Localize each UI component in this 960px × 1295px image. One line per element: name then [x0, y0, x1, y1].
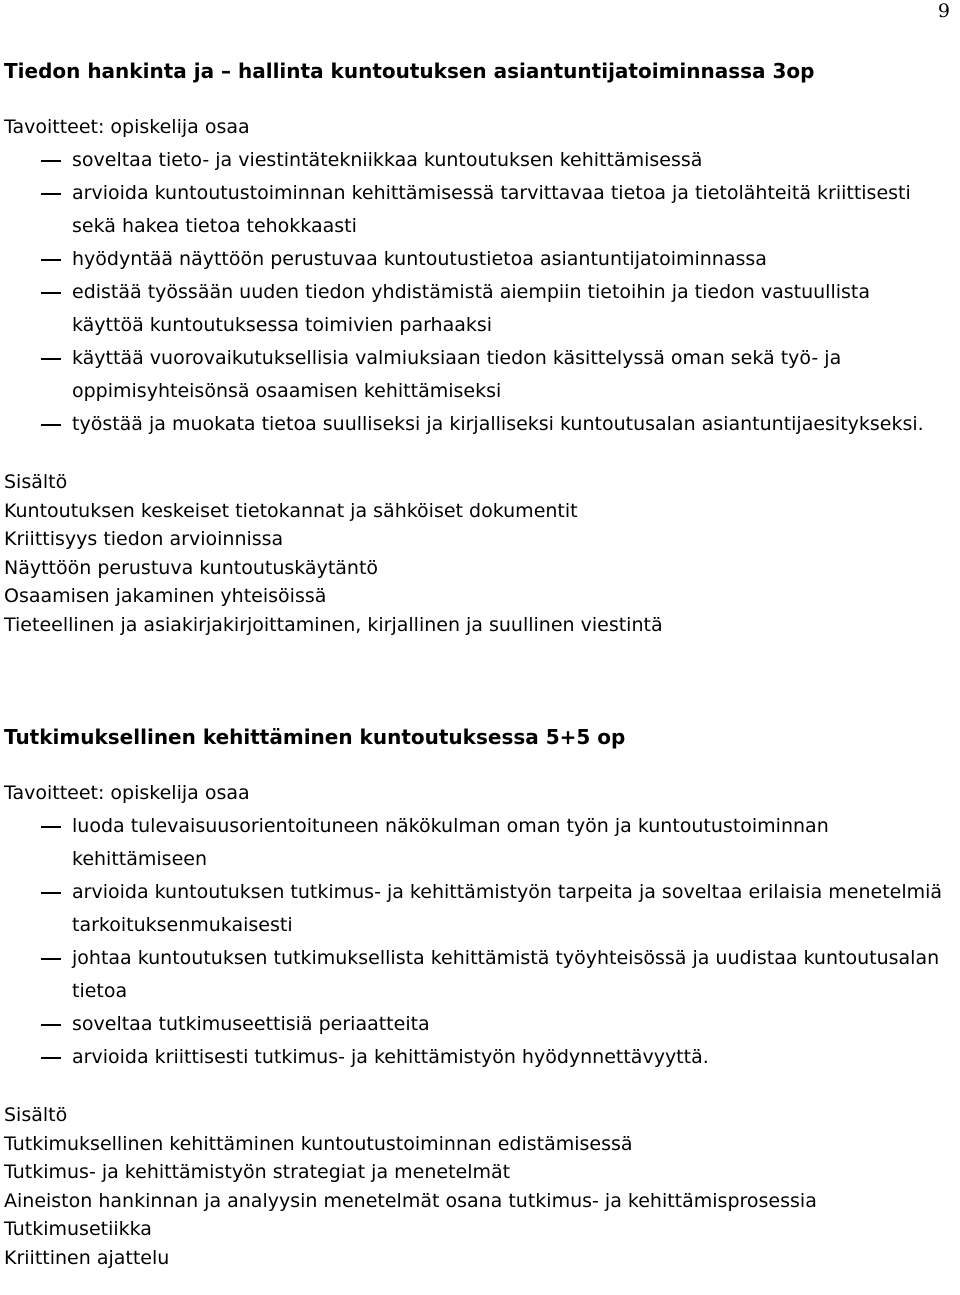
content-item: Tutkimusetiikka — [4, 1218, 152, 1240]
goal-item: hyödyntää näyttöön perustuvaa kuntoutustietoa asiantuntijatoiminnassa — [4, 243, 944, 276]
dash-bullet-icon — [41, 292, 61, 294]
content-block — [4, 1101, 944, 1272]
goal-item: soveltaa tutkimuseettisiä periaatteita — [4, 1008, 944, 1041]
goal-item: luoda tulevaisuusorientoituneen näkökulman oman työn ja kuntoutustoiminnan kehittämiseen — [4, 810, 944, 876]
content-item: Tieteellinen ja asiakirjakirjoittaminen, kirjallinen ja suullinen viestintä — [4, 613, 663, 636]
content-item: Tutkimus- ja kehittämistyön strategiat ja menetelmät — [4, 1161, 511, 1183]
content-item: Tutkimuksellinen kehittäminen kuntoutustoiminnan edistämisessä — [4, 1132, 633, 1155]
dash-bullet-icon — [41, 892, 61, 894]
dash-bullet-icon — [41, 259, 61, 261]
dash-bullet-icon — [41, 358, 61, 360]
goal-item: arvioida kuntoutuksen tutkimus- ja kehittämistyön tarpeita ja soveltaa erilaisia menetelmiä tarkoituksenmukaisesti — [4, 876, 944, 942]
goal-item: käyttää vuorovaikutuksellisia valmiuksiaan tiedon käsittelyssä oman sekä työ- ja oppimisyhteisönsä osaamisen kehittämiseksi — [4, 342, 944, 408]
goal-item: soveltaa tieto- ja viestintätekniikkaa kuntoutuksen kehittämisessä — [4, 144, 944, 177]
goal-item: arvioida kuntoutustoiminnan kehittämisessä tarvittavaa tietoa ja tietolähteitä kriittisesti sekä hakea tietoa tehokkaasti — [4, 177, 944, 243]
goals-label: Tavoitteet: opiskelija osaa — [4, 782, 250, 804]
goal-item: edistää työssään uuden tiedon yhdistämistä aiempiin tietoihin ja tiedon vastuullista käyttöä kuntoutuksessa toimivien parhaaksi — [4, 276, 944, 342]
dash-bullet-icon — [41, 958, 61, 960]
dash-bullet-icon — [41, 826, 61, 828]
goals-label: Tavoitteet: opiskelija osaa — [4, 116, 250, 138]
dash-bullet-icon — [41, 160, 61, 162]
content-item: Aineiston hankinnan ja analyysin menetelmät osana tutkimus- ja kehittämisprosessia — [4, 1189, 817, 1212]
content-item: Kriittisyys tiedon arvioinnissa — [4, 528, 284, 550]
course-section-information-retrieval — [4, 57, 944, 639]
dash-bullet-icon — [41, 193, 61, 195]
goal-item: johtaa kuntoutuksen tutkimuksellista kehittämistä työyhteisössä ja uudistaa kuntoutusalan tietoa — [4, 942, 944, 1008]
dash-bullet-icon — [41, 1057, 61, 1059]
content-item: Näyttöön perustuva kuntoutuskäytäntö — [4, 556, 379, 579]
page-number: 9 — [937, 0, 950, 22]
goals-list — [4, 810, 944, 1074]
content-item: Osaamisen jakaminen yhteisöissä — [4, 585, 327, 607]
dash-bullet-icon — [41, 1024, 61, 1026]
goal-item: työstää ja muokata tietoa suulliseksi ja kirjalliseksi kuntoutusalan asiantuntijaesitykseksi. — [4, 408, 944, 441]
dash-bullet-icon — [41, 424, 61, 426]
content-block — [4, 468, 944, 639]
content-item: Kuntoutuksen keskeiset tietokannat ja sähköiset dokumentit — [4, 499, 578, 522]
content-label: Sisältö — [4, 1104, 68, 1126]
course-heading: Tutkimuksellinen kehittäminen kuntoutuksessa 5+5 op — [4, 725, 626, 749]
course-heading: Tiedon hankinta ja – hallinta kuntoutuksen asiantuntijatoiminnassa 3op — [4, 59, 815, 83]
content-label: Sisältö — [4, 471, 68, 493]
content-item: Kriittinen ajattelu — [4, 1246, 170, 1269]
goals-list — [4, 144, 944, 441]
course-section-research-development — [4, 723, 944, 1272]
goal-item: arvioida kriittisesti tutkimus- ja kehittämistyön hyödynnettävyyttä. — [4, 1041, 944, 1074]
